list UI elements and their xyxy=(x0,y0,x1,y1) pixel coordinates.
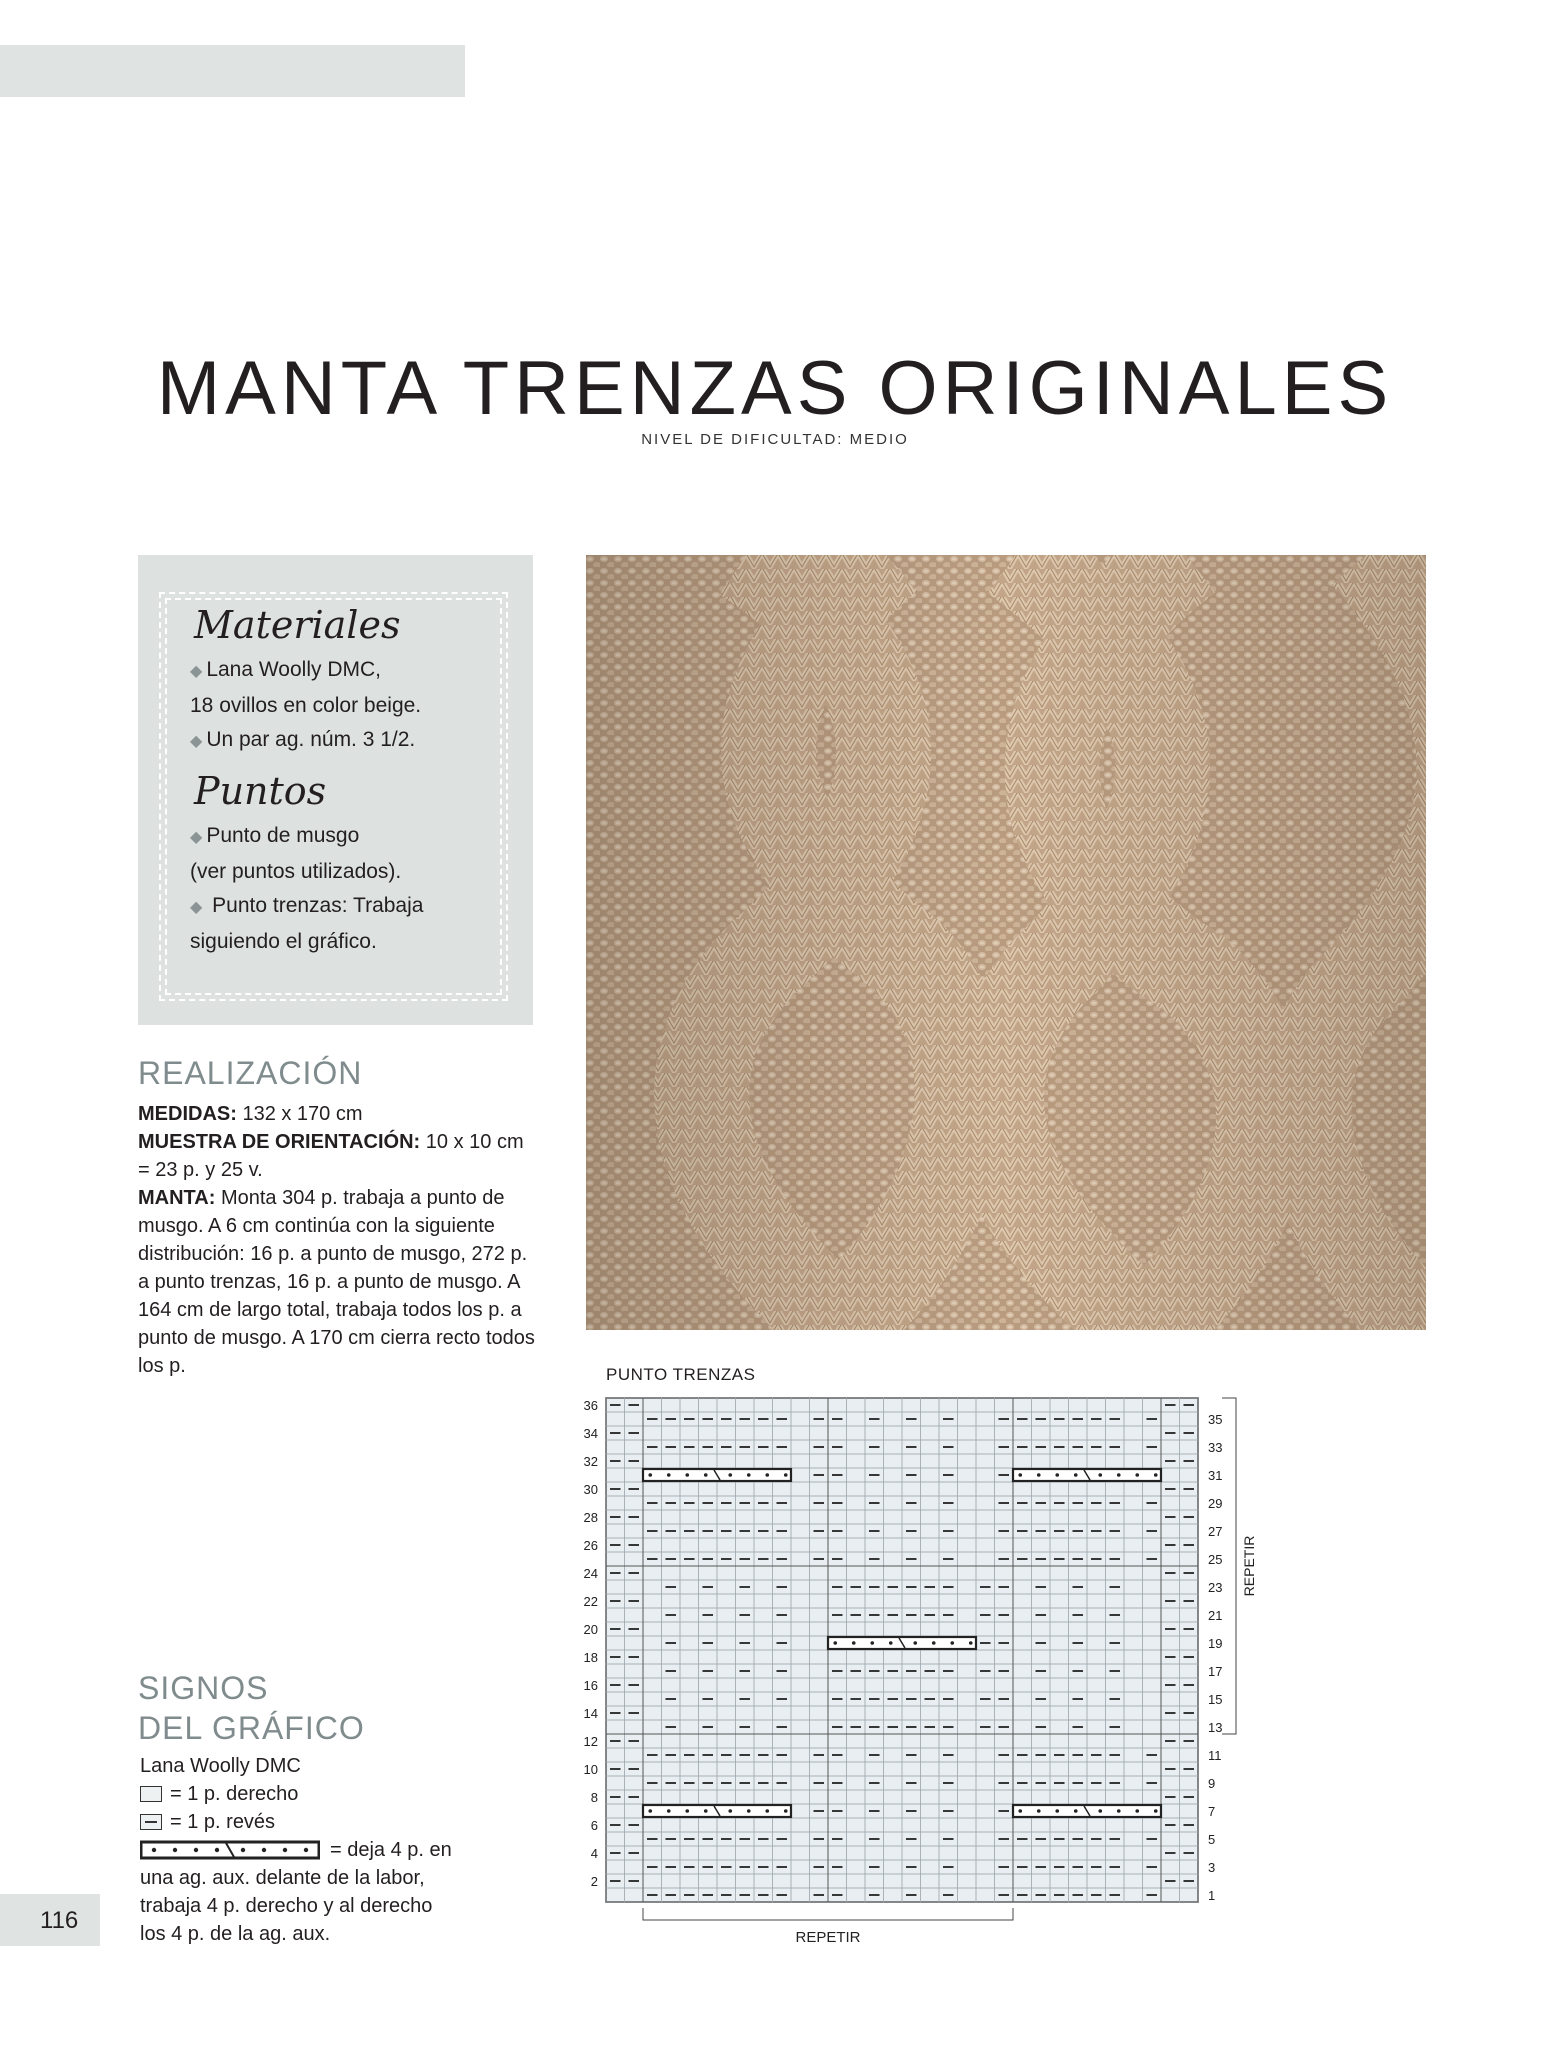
top-decorative-band xyxy=(0,45,465,97)
row-label-right: 33 xyxy=(1208,1440,1223,1455)
cable-dot xyxy=(1117,1809,1121,1813)
cable-dot xyxy=(704,1473,708,1477)
row-label-right: 3 xyxy=(1208,1860,1216,1875)
muestra-label: MUESTRA DE ORIENTACIÓN: xyxy=(138,1131,421,1153)
materials-item: Un par ag. núm. 3 1/2. xyxy=(206,728,416,751)
puntos-item: Punto de musgo xyxy=(206,824,360,847)
chart-legend xyxy=(140,1752,480,1948)
realizacion-text xyxy=(138,1100,536,1380)
row-label-left: 32 xyxy=(583,1454,598,1469)
row-label-right: 5 xyxy=(1208,1832,1216,1847)
purl-stitch-symbol-icon xyxy=(140,1814,162,1830)
row-label-right: 29 xyxy=(1208,1496,1223,1511)
row-label-right: 21 xyxy=(1208,1608,1223,1623)
manta-label: MANTA: xyxy=(138,1187,216,1209)
puntos-item: siguiendo el gráfico. xyxy=(190,930,377,953)
medidas-label: MEDIDAS: xyxy=(138,1103,237,1125)
cable-dot xyxy=(950,1641,954,1645)
cable-dot xyxy=(969,1641,973,1645)
cable-dot xyxy=(747,1809,751,1813)
row-label-right: 23 xyxy=(1208,1580,1223,1595)
legend-cable-line3: trabaja 4 p. derecho y al derecho xyxy=(140,1895,433,1917)
cable-dot xyxy=(1098,1809,1102,1813)
cable-dot xyxy=(870,1641,874,1645)
cable-dot xyxy=(1117,1473,1121,1477)
row-label-right: 15 xyxy=(1208,1692,1223,1707)
cable-dot xyxy=(728,1809,732,1813)
cable-dot xyxy=(648,1473,652,1477)
cable-dot xyxy=(1037,1809,1041,1813)
cable-dot xyxy=(1018,1473,1022,1477)
legend-cable-line2: una ag. aux. delante de la labor, xyxy=(140,1867,425,1889)
puntos-heading: Puntos xyxy=(194,769,327,813)
materials-heading: Materiales xyxy=(194,603,401,647)
row-label-right: 19 xyxy=(1208,1636,1223,1651)
row-label-right: 35 xyxy=(1208,1412,1223,1427)
row-label-left: 30 xyxy=(583,1482,598,1497)
row-label-left: 6 xyxy=(590,1818,598,1833)
materials-content xyxy=(190,603,510,959)
row-label-left: 12 xyxy=(583,1734,598,1749)
legend-heading xyxy=(138,1668,365,1748)
cable-dot xyxy=(685,1473,689,1477)
puntos-item: (ver puntos utilizados). xyxy=(190,860,402,883)
cable-dot xyxy=(704,1809,708,1813)
page-number: 116 xyxy=(40,1907,79,1934)
cable-dot xyxy=(1055,1473,1059,1477)
repeat-bracket-horizontal xyxy=(643,1908,1013,1920)
row-label-right: 9 xyxy=(1208,1776,1216,1791)
cable-dot xyxy=(1135,1473,1139,1477)
stitch-chart xyxy=(576,1390,1276,1950)
cable-dot xyxy=(747,1473,751,1477)
legend-cable-line4: los 4 p. de la ag. aux. xyxy=(140,1923,331,1945)
cable-dot xyxy=(1037,1473,1041,1477)
cable-dot xyxy=(784,1473,788,1477)
row-label-right: 13 xyxy=(1208,1720,1223,1735)
row-label-right: 1 xyxy=(1208,1888,1216,1903)
cable-dot xyxy=(1154,1809,1158,1813)
realizacion-heading: REALIZACIÓN xyxy=(138,1055,363,1091)
legend-derecho: = 1 p. derecho xyxy=(170,1783,299,1805)
cable-dot xyxy=(667,1809,671,1813)
cable-dot xyxy=(1074,1809,1078,1813)
legend-heading-line1: SIGNOS xyxy=(138,1670,269,1706)
cable-dot xyxy=(852,1641,856,1645)
diamond-bullet-icon: ◆ xyxy=(190,899,203,916)
puntos-item: Punto trenzas: Trabaja xyxy=(212,894,424,917)
row-label-left: 8 xyxy=(590,1790,598,1805)
cable-dot xyxy=(889,1641,893,1645)
cable-dot xyxy=(685,1809,689,1813)
repeat-bracket-vertical xyxy=(1222,1398,1236,1734)
knit-stitch-symbol-icon xyxy=(140,1786,162,1802)
cable-dot xyxy=(765,1473,769,1477)
manta-value: Monta 304 p. trabaja a punto de musgo. A 6 cm continúa con la siguiente distribución: 16 p. a punto de musgo, 272 p. a punto trenzas, 16 p. a punto de musgo. A 164 cm de largo total, trabaja todos los p. a punto de musgo. A 170 cm cierra recto todos los p. xyxy=(138,1187,535,1377)
row-label-right: 7 xyxy=(1208,1804,1216,1819)
row-label-right: 25 xyxy=(1208,1552,1223,1567)
row-label-left: 4 xyxy=(590,1846,598,1861)
row-label-right: 11 xyxy=(1208,1748,1222,1763)
cable-dot xyxy=(1098,1473,1102,1477)
cable-dot xyxy=(667,1473,671,1477)
row-label-left: 16 xyxy=(583,1678,598,1693)
cable-dot xyxy=(784,1809,788,1813)
legend-reves: = 1 p. revés xyxy=(170,1811,276,1833)
cable-symbol-icon xyxy=(140,1840,320,1860)
muestra-value: 10 x 10 cm = 23 p. y 25 v. xyxy=(138,1131,524,1181)
row-label-left: 20 xyxy=(583,1622,598,1637)
cable-dot xyxy=(913,1641,917,1645)
legend-cable-line1: = deja 4 p. en xyxy=(330,1839,452,1861)
row-label-right: 17 xyxy=(1208,1664,1223,1679)
cable-dot xyxy=(1018,1809,1022,1813)
cable-dot xyxy=(1055,1809,1059,1813)
cable-dot xyxy=(765,1809,769,1813)
medidas-value: 132 x 170 cm xyxy=(236,1103,363,1125)
row-label-left: 14 xyxy=(583,1706,598,1721)
row-label-right: 31 xyxy=(1208,1468,1223,1483)
row-label-left: 18 xyxy=(583,1650,598,1665)
difficulty-level: NIVEL DE DIFICULTAD: MEDIO xyxy=(641,431,909,448)
cable-dot xyxy=(648,1809,652,1813)
row-label-left: 10 xyxy=(583,1762,598,1777)
materials-item: 18 ovillos en color beige. xyxy=(190,694,422,717)
page-title: MANTA TRENZAS ORIGINALES xyxy=(156,346,1394,431)
cable-dot xyxy=(1074,1473,1078,1477)
cable-dot xyxy=(1135,1809,1139,1813)
cable-dot xyxy=(728,1473,732,1477)
diamond-bullet-icon: ◆ xyxy=(190,829,203,846)
diamond-bullet-icon: ◆ xyxy=(190,733,203,750)
row-label-left: 26 xyxy=(583,1538,598,1553)
legend-yarn: Lana Woolly DMC xyxy=(140,1755,301,1777)
row-label-left: 2 xyxy=(590,1874,598,1889)
knit-texture-illustration xyxy=(586,555,1426,1330)
cable-dot xyxy=(1154,1473,1158,1477)
row-label-left: 36 xyxy=(583,1398,598,1413)
materials-box xyxy=(138,555,533,1025)
repeat-label-horizontal: REPETIR xyxy=(795,1929,861,1946)
row-label-left: 24 xyxy=(583,1566,598,1581)
repeat-label-vertical: REPETIR xyxy=(1241,1535,1257,1597)
cable-dot xyxy=(833,1641,837,1645)
row-label-left: 34 xyxy=(583,1426,598,1441)
diamond-bullet-icon: ◆ xyxy=(190,663,203,680)
chart-title: PUNTO TRENZAS xyxy=(606,1365,756,1384)
legend-heading-line2: DEL GRÁFICO xyxy=(138,1710,365,1746)
cable-dot xyxy=(932,1641,936,1645)
knitted-cable-photo xyxy=(586,555,1426,1330)
row-label-right: 27 xyxy=(1208,1524,1223,1539)
row-label-left: 28 xyxy=(583,1510,598,1525)
materials-item: Lana Woolly DMC, xyxy=(206,658,381,681)
row-label-left: 22 xyxy=(583,1594,598,1609)
